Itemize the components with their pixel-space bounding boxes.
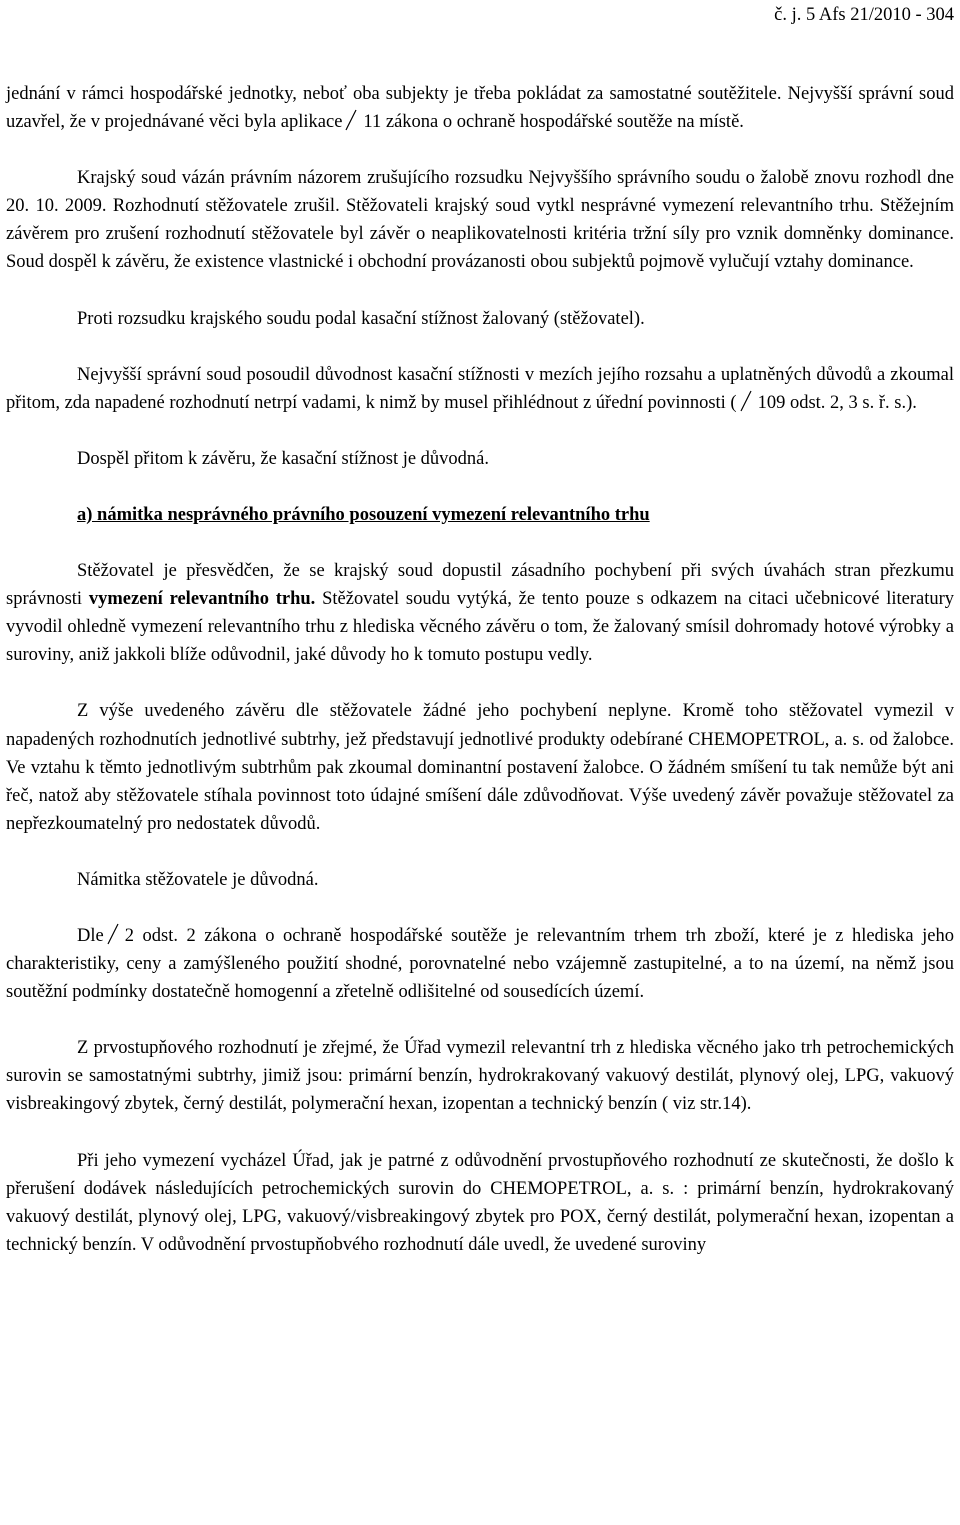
case-reference: č. j. 5 Afs 21/2010 - 304 [774,5,954,25]
paragraph-1 [6,80,954,136]
paragraph-4 [6,361,954,417]
section-sign-icon [740,390,752,412]
paragraph-4-text-b: 109 odst. 2, 3 s. ř. s.). [757,392,917,413]
paragraph-1-text-a: jednání v rámci hospodářské jednotky, neboť oba subjekty je třeba pokládat za samostatné soutěžitele. Nejvyšší správní soud uzavřel, že v projednávané věci byla aplikace [6,84,954,133]
paragraph-6-text-b: Stěžovatel soudu vytýká, že tento pouze s odkazem na citaci učebnicové literatury vyvodil ohledně vymezení relevantního trhu z hlediska věcného závěru o tom, že žalovaný smísil dohromady hotové výrobky a suroviny, aniž jakkoli blíže odůvodnil, jaké důvody ho k tomuto postupu vedly. [6,589,955,666]
section-heading-a: a) námitka nesprávného právního posouzení vymezení relevantního trhu [77,504,650,525]
paragraph-1-text-b: 11 zákona o ochraně hospodářské soutěže na místě. [363,112,744,133]
paragraph-6-text-a: Stěžovatel je přesvědčen, že se krajský soud dopustil zásadního pochybení při svých úvahách stran přezkumu správnosti [6,561,954,610]
paragraph-3: Proti rozsudku krajského soudu podal kasační stížnost žalovaný (stěžovatel). [77,308,645,329]
paragraph-5: Dospěl přitom k závěru, že kasační stížnost je důvodná. [77,448,490,469]
paragraph-2: Krajský soud vázán právním názorem zrušujícího rozsudku Nejvyššího správního soudu o žalobě znovu rozhodl dne 20. 10. 2009. Rozhodnutí stěžovatele zrušil. Stěžovateli krajský soud vytkl nesprávné vymezení relevantního trhu. Stěžejním závěrem pro zrušení rozhodnutí stěžovatele byl závěr o neaplikovatelnosti kritéria tržní síly pro vznik domněnky dominance. Soud dospěl k závěru, že existence vlastnické i obchodní provázanosti obou subjektů pojmově vylučují vztahy dominance. [6,168,954,273]
paragraph-9-text-b: 2 odst. 2 zákona o ochraně hospodářské soutěže je relevantním trhem trh zboží, které je z hlediska jeho charakteristiky, ceny a zamýšleného použití shodné, porovnatelné nebo vzájemně zastupitelné, a to na území, na němž jsou soutěžní podmínky dostatečně homogenní a zřetelně odlišitelné od sousedících území. [6,925,954,1003]
paragraph-9-text-a: Dle [77,925,104,946]
paragraph-7: Z výše uvedeného závěru dle stěžovatele žádné jeho pochybení neplyne. Kromě toho stěžovatel vymezil v napadených rozhodnutích jednotlivé subtrhy, jež představují jednotlivé produkty odebírané CHEMOPETROL, a. s. od žalobce. Ve vztahu k těmto jednotlivým subtrhům pak zkoumal dominantní postavení žalobce. O žádném smíšení tu tak nemůže být ani řeč, natož aby stěžovatele stíhala povinnost toto údajné smíšení dále zdůvodňovat. Výše uvedený závěr považuje stěžovatel za nepřezkoumatelný pro nedostatek důvodů. [6,701,954,834]
paragraph-6 [6,557,954,669]
paragraph-9 [6,922,954,1006]
section-sign-icon [345,109,357,131]
paragraph-4-text-a: Nejvyšší správní soud posoudil důvodnost kasační stížnosti v mezích jejího rozsahu a uplatněných důvodů a zkoumal přitom, zda napadené rozhodnutí netrpí vadami, k nimž by musel přihlédnout z úřední povinnosti ( [6,364,954,413]
paragraph-6-bold-text: vymezení relevantního trhu. [88,589,316,610]
document-body [6,80,954,1287]
section-sign-icon [107,923,119,945]
paragraph-8: Námitka stěžovatele je důvodná. [77,869,319,890]
paragraph-10: Z prvostupňového rozhodnutí je zřejmé, že Úřad vymezil relevantní trh z hlediska věcného jako trh petrochemických surovin se samostatnými subtrhy, jimiž jsou: primární benzín, hydrokrakovaný vakuový destilát, plynový olej, LPG, vakuový visbreakingový zbytek, černý destilát, polymerační hexan, izopentan a technický benzín ( viz str.14). [6,1038,954,1115]
paragraph-11: Při jeho vymezení vycházel Úřad, jak je patrné z odůvodnění prvostupňového rozhodnutí ze skutečnosti, že došlo k přerušení dodávek následujících petrochemických surovin do CHEMOPETROL, a. s. : primární benzín, hydrokrakovaný vakuový destilát, plynový olej, LPG, vakuový/visbreakingový zbytek pro POX, černý destilát, polymerační hexan, izopentan a technický benzín. V odůvodnění prvostupňobvého rozhodnutí dále uvedl, že uvedené suroviny [6,1150,954,1255]
